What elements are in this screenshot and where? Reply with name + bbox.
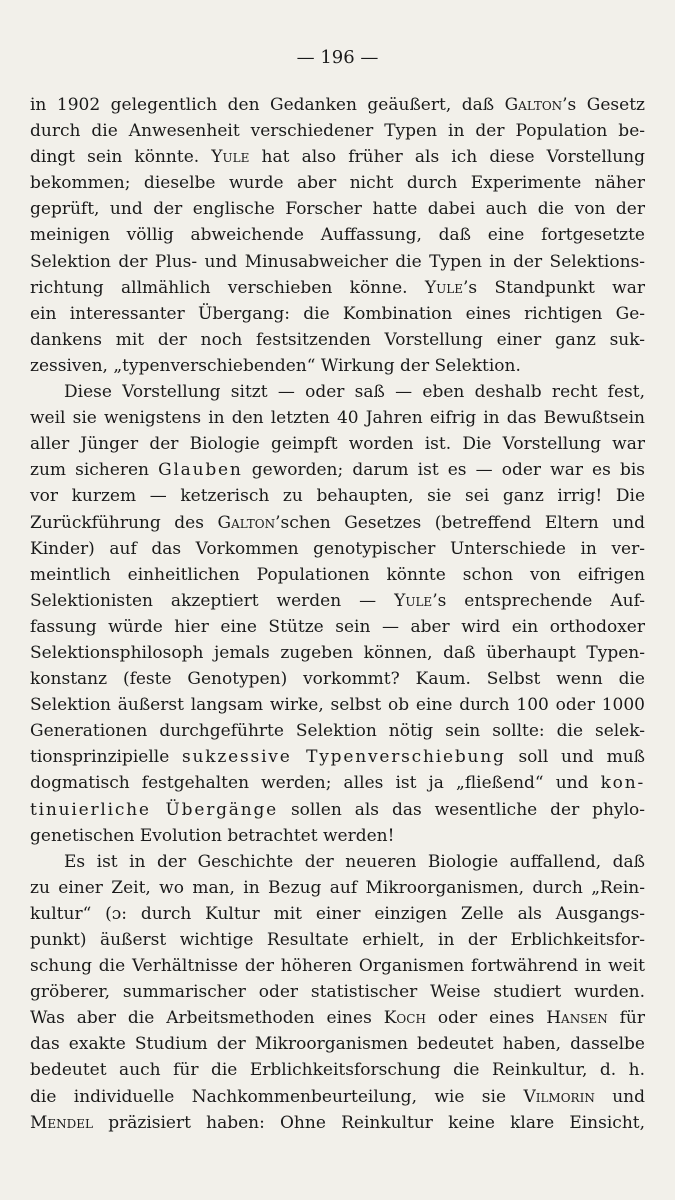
text-segment: das exakte Studium der Mikroorganismen bedeutet haben, dasselbe: [30, 1034, 645, 1055]
text-segment: vor kurzem — ketzerisch zu behaupten, sie sei ganz irrig! Die: [30, 486, 645, 507]
text-segment: gröberer, summarischer oder statistischer Weise studiert wurden.: [30, 982, 645, 1003]
text-line: [30, 379, 645, 405]
text-line: [30, 92, 645, 118]
text-segment: hat also früher als ich diese Vorstellung: [249, 147, 645, 168]
text-line: [30, 953, 645, 979]
text-segment: ’s Standpunkt war: [462, 277, 645, 298]
text-line: [30, 979, 645, 1005]
text-line: [30, 849, 645, 875]
text-segment: in 1902 gelegentlich den Gedanken geäußert, daß: [30, 95, 505, 115]
text-line: [30, 222, 645, 248]
text-segment: richtung allmählich verschieben könne.: [30, 277, 425, 298]
text-line: [30, 770, 645, 796]
text-segment: oder eines: [425, 1008, 547, 1029]
text-segment: zessiven, „typenverschiebenden“ Wirkung der Selektion.: [30, 355, 521, 376]
text-line: [30, 823, 645, 849]
text-line: [30, 510, 645, 536]
text-segment: meinigen völlig abweichende Auffassung, daß eine fortgesetzte: [30, 225, 645, 246]
text-segment: soll und muß: [505, 747, 645, 768]
text-segment: genetischen Evolution betrachtet werden!: [30, 825, 395, 846]
text-line: [30, 457, 645, 483]
author-name: Yule: [394, 590, 433, 611]
text-line: [30, 144, 645, 170]
author-name: Galton: [504, 95, 563, 115]
text-segment: kultur“ (ɔ: durch Kultur mit einer einzigen Zelle als Ausgangs-: [30, 903, 645, 924]
text-segment: Generationen durchgeführte Selektion nötig sein sollte: die selek-: [30, 721, 645, 742]
text-segment: bekommen; dieselbe wurde aber nicht durch Experimente näher: [30, 173, 645, 194]
author-name: Koch: [383, 1008, 426, 1029]
text-segment: schung die Verhältnisse der höheren Organismen fortwährend in weit: [30, 956, 645, 977]
text-segment: Selektion der Plus- und Minusabweicher die Typen in der Selektions-: [30, 251, 645, 272]
text-segment: fassung würde hier eine Stütze sein — aber wird ein orthodoxer: [30, 616, 645, 637]
text-segment: dingt sein könnte.: [30, 147, 212, 168]
text-line: [30, 901, 645, 927]
text-segment: ’s entsprechende Auf-: [432, 590, 645, 611]
text-segment: punkt) äußerst wichtige Resultate erhielt, in der Erblichkeitsfor-: [30, 930, 645, 950]
text-segment: Es ist in der Geschichte der neueren Biologie auffallend, daß: [64, 851, 645, 872]
author-name: Yule: [211, 147, 250, 168]
text-line: [30, 927, 645, 953]
text-line: [30, 875, 645, 901]
text-line: [30, 1110, 645, 1136]
text-line: [30, 562, 645, 588]
text-segment: Kinder) auf das Vorkommen genotypischer Unterschiede in ver-: [30, 538, 645, 559]
text-line: [30, 536, 645, 562]
text-line: [30, 118, 645, 144]
text-segment: ’schen Gesetzes (betreffend Eltern und: [275, 512, 645, 533]
author-name: Vilmorin: [523, 1086, 595, 1107]
text-line: [30, 196, 645, 222]
text-segment: Zurückführung des: [30, 512, 218, 533]
text-line: [30, 353, 645, 379]
text-segment: Selektionsphilosoph jemals zugeben können, daß überhaupt Typen-: [30, 642, 645, 663]
text-line: [30, 744, 645, 770]
text-segment: präzisiert haben: Ohne Reinkultur keine klare Einsicht,: [93, 1112, 645, 1133]
text-segment: weil sie wenigstens in den letzten 40 Jahren eifrig in das Bewußtsein: [30, 408, 645, 429]
author-name: Yule: [424, 277, 463, 298]
text-segment: dankens mit der noch festsitzenden Vorstellung einer ganz suk-: [30, 329, 645, 350]
text-line: [30, 275, 645, 301]
text-line: [30, 431, 645, 457]
text-segment: bedeutet auch für die Erblichkeitsforschung die Reinkultur, d. h.: [30, 1060, 645, 1081]
text-line: [30, 327, 645, 353]
text-line: [30, 1005, 645, 1031]
text-segment: dogmatisch festgehalten werden; alles ist ja „fließend“ und: [30, 773, 601, 794]
text-line: [30, 405, 645, 431]
author-name: Galton: [217, 512, 276, 533]
text-line: [30, 640, 645, 666]
text-line: [30, 249, 645, 275]
text-segment: tionsprinzipielle: [30, 747, 183, 768]
spaced-emphasis: tinuierliche Übergänge: [30, 799, 279, 820]
author-name: Hansen: [546, 1008, 608, 1029]
text-line: [30, 588, 645, 614]
text-segment: zum sicheren: [30, 460, 159, 481]
text-line: [30, 1057, 645, 1083]
text-segment: geprüft, und der englische Forscher hatte dabei auch die von der: [30, 199, 645, 220]
text-segment: meintlich einheitlichen Populationen könnte schon von eifrigen: [30, 564, 645, 585]
text-segment: geworden; darum ist es — oder war es bis: [242, 460, 645, 481]
text-segment: aller Jünger der Biologie geimpft worden ist. Die Vorstellung war: [30, 434, 645, 455]
text-line: [30, 483, 645, 509]
spaced-emphasis: Glauben: [158, 460, 243, 481]
author-name: Mendel: [30, 1112, 94, 1133]
text-segment: für: [607, 1008, 645, 1029]
text-line: [30, 797, 645, 823]
page-number: — 196 —: [296, 47, 379, 68]
text-segment: Selektionisten akzeptiert werden —: [30, 590, 395, 611]
text-segment: ein interessanter Übergang: die Kombination eines richtigen Ge-: [30, 303, 645, 324]
text-segment: und: [594, 1086, 646, 1107]
spaced-emphasis: kon-: [600, 773, 645, 794]
spaced-emphasis: sukzessive Typenverschiebung: [182, 747, 506, 768]
text-segment: Selektion äußerst langsam wirke, selbst ob eine durch 100 oder 1000: [30, 695, 645, 716]
text-segment: konstanz (feste Genotypen) vorkommt? Kaum. Selbst wenn die: [30, 669, 645, 690]
text-segment: zu einer Zeit, wo man, in Bezug auf Mikroorganismen, durch „Rein-: [30, 877, 645, 898]
text-segment: Diese Vorstellung sitzt — oder saß — eben deshalb recht fest,: [64, 382, 645, 403]
text-segment: ’s Gesetz: [562, 95, 645, 115]
text-line: [30, 1031, 645, 1057]
text-line: [30, 170, 645, 196]
text-segment: die individuelle Nachkommenbeurteilung, wie sie: [30, 1086, 524, 1107]
text-line: [30, 692, 645, 718]
text-segment: sollen als das wesentliche der phylo-: [278, 799, 645, 820]
text-line: [30, 301, 645, 327]
text-line: [30, 718, 645, 744]
text-line: [30, 666, 645, 692]
text-line: [30, 614, 645, 640]
body-text: [30, 92, 645, 1136]
text-line: [30, 1084, 645, 1110]
text-segment: durch die Anwesenheit verschiedener Typen in der Population be-: [30, 121, 645, 142]
text-segment: Was aber die Arbeitsmethoden eines: [30, 1008, 384, 1029]
